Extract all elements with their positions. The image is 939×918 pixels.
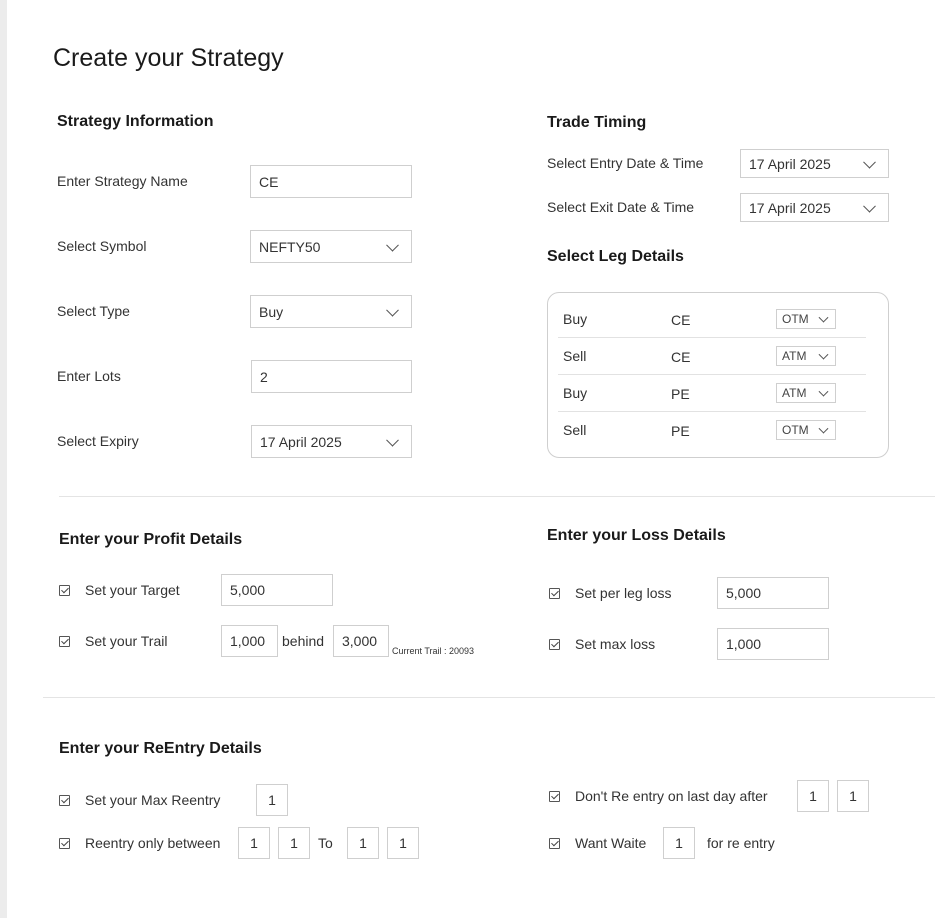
leg-strike-value: ATM <box>782 386 807 400</box>
symbol-label: Select Symbol <box>57 238 147 254</box>
entry-datetime-label: Select Entry Date & Time <box>547 155 704 171</box>
leg-strike-value: OTM <box>782 423 809 437</box>
leg-side: Buy <box>563 311 588 327</box>
leg-strike-select[interactable] <box>776 383 836 403</box>
chevron-down-icon <box>819 387 829 397</box>
between-to-hour-input[interactable]: 1 <box>347 827 379 859</box>
trail-checkbox[interactable] <box>59 636 70 647</box>
exit-datetime-label: Select Exit Date & Time <box>547 199 695 215</box>
max-loss-label: Set max loss <box>575 636 656 652</box>
expiry-label: Select Expiry <box>57 433 139 449</box>
type-label: Select Type <box>57 303 130 319</box>
chevron-down-icon <box>386 238 399 251</box>
wait-label: Want Waite <box>575 835 647 851</box>
max-reentry-checkbox[interactable] <box>59 795 70 806</box>
leg-details-panel <box>547 292 889 458</box>
leg-side: Sell <box>563 348 587 364</box>
current-trail-text: Current Trail : 20093 <box>392 646 475 656</box>
type-select[interactable] <box>250 295 412 328</box>
behind-label: behind <box>282 633 325 649</box>
leg-divider <box>558 374 866 375</box>
chevron-down-icon <box>819 350 829 360</box>
leg-details-title: Select Leg Details <box>547 248 684 265</box>
symbol-value: NEFTY50 <box>259 238 321 255</box>
wait-input[interactable]: 1 <box>663 827 695 859</box>
strategy-name-label: Enter Strategy Name <box>57 173 188 189</box>
leg-strike-select[interactable] <box>776 309 836 329</box>
leg-strike-value: ATM <box>782 349 807 363</box>
section-divider <box>43 697 935 698</box>
to-label: To <box>318 835 333 851</box>
last-day-label: Don't Re entry on last day after <box>575 788 768 804</box>
expiry-value: 17 April 2025 <box>260 433 342 450</box>
per-leg-loss-checkbox[interactable] <box>549 588 560 599</box>
section-divider <box>59 496 935 497</box>
profit-details-title: Enter your Profit Details <box>59 531 243 548</box>
per-leg-loss-label: Set per leg loss <box>575 585 672 601</box>
lots-input[interactable]: 2 <box>251 360 412 393</box>
leg-side: Buy <box>563 385 588 401</box>
behind-input[interactable]: 3,000 <box>333 625 389 657</box>
reentry-between-label: Reentry only between <box>85 835 221 851</box>
exit-datetime-value: 17 April 2025 <box>749 199 831 216</box>
entry-datetime-value: 17 April 2025 <box>749 155 831 172</box>
leg-option: PE <box>671 423 690 439</box>
between-from-minute-input[interactable]: 1 <box>278 827 310 859</box>
max-reentry-label: Set your Max Reentry <box>85 792 221 808</box>
exit-datetime-select[interactable] <box>740 193 889 222</box>
expiry-select[interactable] <box>251 425 412 458</box>
wait-suffix-label: for re entry <box>707 835 775 851</box>
trail-label: Set your Trail <box>85 633 168 649</box>
between-from-hour-input[interactable]: 1 <box>238 827 270 859</box>
entry-datetime-select[interactable] <box>740 149 889 178</box>
page-title: Create your Strategy <box>53 44 284 72</box>
chevron-down-icon <box>386 433 399 446</box>
lots-label: Enter Lots <box>57 368 121 384</box>
max-reentry-input[interactable]: 1 <box>256 784 288 816</box>
chevron-down-icon <box>386 303 399 316</box>
chevron-down-icon <box>819 313 829 323</box>
leg-divider <box>558 337 866 338</box>
strategy-name-input[interactable]: CE <box>250 165 412 198</box>
target-label: Set your Target <box>85 582 180 598</box>
reentry-between-checkbox[interactable] <box>59 838 70 849</box>
trail-input[interactable]: 1,000 <box>221 625 278 657</box>
leg-strike-select[interactable] <box>776 346 836 366</box>
target-checkbox[interactable] <box>59 585 70 596</box>
reentry-details-title: Enter your ReEntry Details <box>59 740 262 757</box>
max-loss-checkbox[interactable] <box>549 639 560 650</box>
last-day-minute-input[interactable]: 1 <box>837 780 869 812</box>
last-day-hour-input[interactable]: 1 <box>797 780 829 812</box>
chevron-down-icon <box>819 424 829 434</box>
leg-option: CE <box>671 312 691 328</box>
loss-details-title: Enter your Loss Details <box>547 527 726 544</box>
leg-strike-value: OTM <box>782 312 809 326</box>
wait-checkbox[interactable] <box>549 838 560 849</box>
leg-side: Sell <box>563 422 587 438</box>
chevron-down-icon <box>863 155 876 168</box>
chevron-down-icon <box>863 199 876 212</box>
leg-option: PE <box>671 386 690 402</box>
leg-option: CE <box>671 349 691 365</box>
per-leg-loss-input[interactable]: 5,000 <box>717 577 829 609</box>
type-value: Buy <box>259 303 284 320</box>
trade-timing-title: Trade Timing <box>547 114 647 131</box>
max-loss-input[interactable]: 1,000 <box>717 628 829 660</box>
last-day-checkbox[interactable] <box>549 791 560 802</box>
between-to-minute-input[interactable]: 1 <box>387 827 419 859</box>
target-input[interactable]: 5,000 <box>221 574 333 606</box>
strategy-info-title: Strategy Information <box>57 113 214 130</box>
leg-divider <box>558 411 866 412</box>
leg-strike-select[interactable] <box>776 420 836 440</box>
symbol-select[interactable] <box>250 230 412 263</box>
